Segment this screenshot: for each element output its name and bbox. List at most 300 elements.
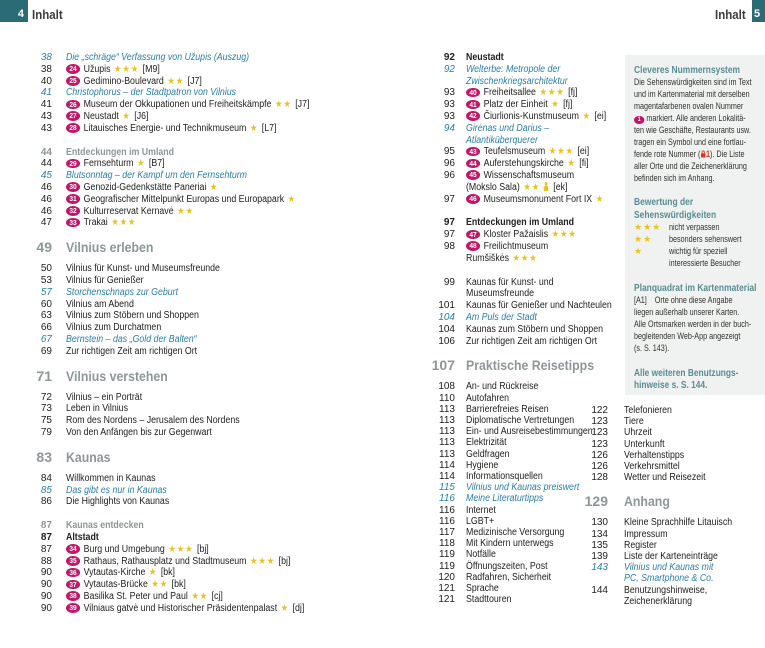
star-rating: ★★★ [250,555,276,567]
toc-entry-text: Barrierefreies Reisen [466,403,549,415]
map-grid-ref: [L7] [261,122,277,134]
toc-entry [20,567,382,579]
toc-entry-content [466,277,566,301]
toc-page-number: 121 [438,582,455,594]
toc-entry-text: Liste der Karteneinträge [624,551,718,563]
toc-page-number: 126 [591,449,608,461]
toc-entry-text: Rom des Nordens – Jerusalem des Nordens [66,415,240,427]
toc-page-number: 88 [40,555,52,567]
toc-page-number: 93 [443,99,455,111]
star-rating: ★ [595,193,605,205]
toc-entry-content [466,505,500,516]
toc-entry-content [466,324,622,336]
sight-number-badge: 48 [466,241,480,251]
toc-entry-text: Tiere [624,416,644,428]
toc-page-number: 90 [40,579,52,591]
sight-number-badge: 41 [466,100,480,110]
map-grid-ref: [J7] [187,75,202,87]
toc-page-number: 73 [40,403,52,415]
sight-number-badge: 38 [66,591,80,601]
toc-entry [578,529,765,540]
toc-page-number: 123 [591,438,608,450]
toc-entry-text: Zur richtigen Zeit am richtigen Ort [466,335,598,347]
toc-page-number: 120 [438,571,455,583]
chapter-title: Praktische Reisetipps [466,357,595,374]
toc-entry [20,579,382,591]
star-rating: ★★★ [114,63,140,75]
star-rating: ★★ [151,579,169,591]
sight-number-badge: 45 [466,170,480,180]
toc-page-number: 122 [591,405,608,416]
toc-entry-text: Museum der Okkupationen und Freiheitskämpfe [83,99,272,111]
toc-entry-text: Impressum [624,528,668,540]
sidebar-grid-line: begleitenden Web-App angezeigt [634,330,741,341]
map-grid-ref: [J6] [134,110,149,122]
toc-feature-entry [425,312,625,324]
toc-entry [20,299,382,311]
toc-page-number: 104 [438,311,455,323]
toc-page-number: 139 [591,551,608,563]
toc-entry-content [624,529,673,540]
toc-page-number: 44 [40,146,52,158]
toc-entry-content [466,111,625,123]
toc-entry [578,540,765,551]
toc-entry-content [66,485,181,497]
toc-entry-text: Stadttouren [466,594,512,606]
star-rating: ★ [209,181,219,193]
toc-page-number: 96 [443,169,455,181]
toc-entry-text: Freiheitsallee [483,87,536,99]
star-rating: ★★ [191,590,209,602]
toc-page-number: 96 [443,158,455,170]
toc-entry-content [66,567,190,579]
toc-entry-text: Vilnius am Abend [66,298,134,310]
toc-entry-content [624,461,687,472]
toc-entry [20,427,382,439]
toc-page-number: 104 [438,323,455,335]
toc-entry [425,217,625,229]
rating-legend-item [634,222,761,234]
toc-entry-text: Elektrizität [466,437,507,449]
map-grid-ref: [fj] [563,99,573,111]
toc-entry-text: Kulturreservat Kernavė [83,205,174,217]
toc-entry-content [466,194,623,206]
toc-page-number: 43 [40,122,52,134]
toc-entry-content [66,217,146,229]
toc-entry [20,392,382,404]
toc-page-number: 38 [40,63,52,75]
toc-page-number: 116 [439,515,455,527]
toc-entry-content [66,158,178,170]
toc-feature-entry [425,123,625,147]
toc-entry-text: Blutsonntag – der Kampf um den Fernsehturm [66,170,247,182]
toc-page-number: 123 [591,427,608,439]
toc-entry-content [66,287,193,299]
toc-chapter-heading [425,356,625,374]
toc-entry-content [66,427,232,439]
toc-page-number: 128 [591,472,608,484]
sight-number-badge: 30 [66,182,80,192]
toc-entry [20,111,382,123]
toc-feature-entry [20,287,382,299]
sidebar-rating-section [634,197,761,269]
toc-entry [425,324,625,336]
toc-entry-content [66,87,259,99]
toc-page-number: 121 [438,594,455,606]
toc-entry-text: Unterkunft [624,438,665,450]
sidebar-footer-line1: Alle weiteren Benutzungs- [634,367,739,379]
map-grid-ref: [M9] [142,63,160,75]
sight-number-badge: 46 [466,194,480,204]
toc-entry-text: Uhrzeit [624,427,652,439]
map-grid-ref: [B7] [148,158,165,170]
toc-entry-text: Sprache [466,582,499,594]
toc-entry-text: Ein- und Ausreisebestimmungen [466,426,593,438]
toc-entry-content [66,603,337,615]
toc-page-number: 46 [40,193,52,205]
toc-entry-text: Trakai [83,217,108,229]
rating-legend-item [634,234,761,246]
star-rating: ★ [582,110,591,122]
toc-entry [20,556,382,568]
toc-entry-content [66,579,202,591]
sight-number-badge: 35 [66,556,80,566]
toc-entry-text: Vytautas-Brücke [83,579,148,591]
toc-entry [20,532,382,544]
toc-page-number: 123 [591,416,608,428]
toc-entry-text: Verhaltenstipps [624,449,685,461]
toc-entry-content [466,482,595,493]
toc-entry-text: Christophorus – der Stadtpatron von Vilnius [66,87,237,99]
toc-entry [425,300,625,312]
toc-entry-text: Am Puls der Stadt [466,311,537,323]
map-grid-ref: [ei] [594,110,607,122]
toc-entry-text: Basilika St. Peter und Paul [83,590,188,602]
toc-page-number: 75 [40,415,52,427]
toc-entry [20,64,382,76]
toc-entry-text: Storchenschnaps zur Geburt [66,286,179,298]
toc-entry [20,496,382,508]
toc-entry-text: Burg und Umgebung [83,543,165,555]
chapter-page-number: 107 [431,357,455,374]
sidebar-grid-section [634,283,761,355]
toc-entry-content [66,275,154,287]
toc-entry-content [624,439,670,450]
map-grid-ref: [bj] [278,555,291,567]
toc-entry-content [66,403,136,415]
sight-number-badge: 28 [66,123,80,133]
toc-page-number: 119 [439,560,455,572]
toc-page-number: 92 [443,52,455,63]
sight-number-badge: 37 [66,580,80,590]
right-header-title: Inhalt [714,8,746,22]
toc-entry-content [66,194,327,206]
toc-group [425,52,625,205]
toc-entry [578,439,765,450]
toc-entry [425,146,625,158]
toc-entry-text: Von den Anfängen bis zur Gegenwart [66,426,212,438]
toc-entry [578,405,765,416]
toc-entry-content [66,392,153,404]
toc-entry-content [66,556,321,568]
toc-entry-text: Register [624,539,657,551]
toc-entry-content [466,493,554,504]
toc-page-number: 87 [40,531,52,543]
toc-page-number: 69 [40,345,52,357]
toc-entry-content [624,472,717,483]
sight-number-badge: 34 [66,544,80,554]
sight-number-badge: 25 [66,76,80,86]
toc-page-number: 143 [591,562,608,574]
toc-entry-text: Litauisches Energie- und Technikmuseum [83,122,247,134]
rating-legend-text: wichtig für speziell interessierte Besucher [669,245,741,268]
toc-page-number: 45 [40,170,52,182]
toc-entry-content [466,300,625,312]
toc-entry [578,427,765,438]
sidebar-text: fende rote Nummer ( [634,148,701,159]
sidebar-grid-text [634,295,761,355]
toc-entry-text: Zur richtigen Zeit am richtigen Ort [66,345,198,357]
toc-entry-text: Notfälle [466,549,496,561]
toc-entry-content [66,544,228,556]
toc-entry [20,263,382,275]
toc-column-left [20,52,382,614]
toc-entry [425,381,625,392]
toc-entry-text: Telefonieren [624,405,672,416]
toc-entry-content [66,496,183,508]
sight-number-badge: 32 [66,206,80,216]
chapter-title: Vilnius verstehen [66,367,168,384]
toc-entry-content [624,427,656,438]
toc-entry [20,182,382,194]
sidebar-numbering-text [634,77,761,184]
toc-entry-text: Zeichenerklärung [624,595,692,607]
toc-entry-text: Platz der Einheit [483,99,548,111]
toc-entry-content [66,346,215,358]
toc-page-number: 47 [40,217,52,229]
toc-page-number: 92 [443,63,455,75]
sight-number-badge: 26 [66,100,80,110]
sidebar-numbering-title: Cleveres Nummernsystem [634,65,741,76]
sight-number-badge: 1 [634,116,644,125]
toc-entry-text: Entdeckungen im Umland [66,146,175,158]
map-grid-ref: [bj] [196,543,209,555]
sight-number-badge: 39 [66,603,80,613]
toc-entry-text: Fernsehturm [83,158,134,170]
toc-page-number: 60 [40,298,52,310]
sight-number-badge: 24 [66,64,80,74]
toc-entry-content [466,87,593,99]
sidebar-text: aller Orte und die Zeichenerklärung [634,160,747,171]
toc-page-number: 44 [40,158,52,170]
toc-page-number: 116 [439,493,455,505]
toc-entry [578,461,765,472]
toc-entry [425,393,625,404]
chapter-page-number: 71 [36,367,52,384]
toc-page-number: 46 [40,205,52,217]
toc-entry-text: Vilnius und Kaunas mit [624,562,714,574]
toc-page-number: 110 [439,392,455,404]
toc-page-number: 93 [443,110,455,122]
toc-entry-content [466,393,515,404]
toc-entry [425,99,625,111]
toc-page-number: 98 [443,240,455,252]
map-grid-ref: [fi] [579,158,589,170]
toc-entry-text: Kleine Sprachhilfe Litauisch [624,517,733,529]
toc-page-number: 46 [40,181,52,193]
map-grid-ref: [dj] [292,602,305,614]
toc-entry-content [66,52,274,64]
toc-entry-text: Geldfragen [466,448,510,460]
toc-page-number: 113 [439,437,455,449]
toc-page-number: 63 [40,310,52,322]
star-rating: ★ [137,158,146,170]
star-rating: ★ [148,567,158,579]
toc-entry-text: Vilnius für Genießer [66,274,144,286]
toc-entry [425,229,625,241]
toc-entry-text: Užupis [83,63,111,75]
toc-page-number: 87 [40,543,52,555]
star-rating: ★★★ [539,87,565,99]
toc-entry [578,585,765,607]
map-grid-ref: [ei] [577,146,590,158]
toc-entry-text: Medizinische Versorgung [466,526,565,538]
toc-entry [20,275,382,287]
toc-page-number: 106 [438,335,455,347]
toc-entry-text: Rumšiškės [466,252,510,264]
star-rating: ★ [634,245,644,256]
rating-legend-text: besonders sehenswert [669,233,742,244]
map-grid-ref: [fj] [568,87,578,99]
chapter-page-number: 49 [36,239,52,256]
toc-entry [20,603,382,615]
toc-entry-text: Girėnas und Darius – [466,122,550,134]
star-rating: ★★★ [111,217,137,229]
toc-entry-content [624,405,678,416]
toc-page-number: 119 [439,549,455,561]
toc-entry-content [466,561,559,572]
sight-number-badge: 42 [466,111,480,121]
toc-entry-content [466,170,589,194]
toc-entry-content [624,540,661,551]
toc-page-number: 134 [591,528,608,540]
toc-entry [578,551,765,562]
toc-column-right [578,405,765,607]
sight-number-badge: 33 [66,218,80,228]
toc-entry-content [66,182,239,194]
sidebar-grid-line: liegen außerhalb unserer Karten. [634,306,740,317]
star-rating: ★★ [274,99,292,111]
toc-entry [425,194,625,206]
right-page-number: 5 [754,8,761,20]
toc-entry-content [466,437,512,448]
toc-page-number: 43 [40,110,52,122]
toc-entry-text: Das gibt es nur in Kaunas [66,484,167,496]
toc-entry-content [466,217,589,229]
toc-entry-content [66,334,214,346]
toc-page-number: 84 [40,472,52,484]
toc-entry-text: Autofahren [466,392,510,404]
toc-entry-content [466,449,515,460]
toc-group [20,52,382,135]
toc-entry-content [466,404,560,415]
toc-entry-text: Geografischer Mittelpunkt Europas und Europapark [83,193,285,205]
toc-entry-text: Mit Kindern unterwegs [466,538,554,550]
toc-entry [20,415,382,427]
toc-feature-entry [20,52,382,64]
toc-page-number: 95 [443,146,455,158]
sight-number-badge: 31 [66,194,80,204]
toc-page-number: 41 [40,87,52,99]
toc-page-number: 99 [443,276,455,288]
toc-entry-content [466,415,589,426]
toc-entry [20,591,382,603]
star-rating: ★★ [177,205,194,217]
map-grid-ref: [J7] [295,99,310,111]
toc-page-number: 79 [40,426,52,438]
toc-page-number: 90 [40,567,52,579]
toc-page-number: 67 [40,333,52,345]
sidebar-grid-line: [A1] Orte ohne diese Angabe [634,294,733,305]
toc-entry-content [66,263,241,275]
toc-entry [20,403,382,415]
sight-number-badge: 27 [66,111,80,121]
sidebar-grid-line: Alle Ortsmarken werden in der buch- [634,318,752,329]
toc-entry-content [66,170,272,182]
toc-page-number: 97 [443,193,455,205]
toc-page-number: 113 [439,426,455,438]
toc-entry [425,336,625,348]
toc-entry-content [66,473,168,485]
toc-feature-entry [20,485,382,497]
star-rating: ★★★ [168,543,194,555]
toc-page-number: 85 [40,484,52,496]
toc-entry-content [66,147,189,159]
toc-entry-content [66,64,173,76]
star-rating: ★★★ [512,252,538,264]
toc-page-number: 94 [443,122,455,134]
toc-entry [425,111,625,123]
toc-entry-text: Kaunas entdecken [66,520,144,532]
toc-entry-text: Vilniaus gatvė und Historischer Präsidentenpalast [83,602,278,614]
toc-page-number: 115 [439,482,455,494]
toc-entry-text: Neustadt [466,52,504,63]
sidebar-text: und im Kartenmaterial mit derselben [634,89,750,100]
toc-entry [20,194,382,206]
toc-entry-text: (Mokslo Sala) [466,181,520,193]
toc-page-number: 90 [40,602,52,614]
toc-entry-text: Vilnius für Kunst- und Museumsfreunde [66,263,220,275]
toc-entry [425,241,625,265]
toc-entry-content [466,471,553,482]
toc-entry-content [466,381,548,392]
toc-group [20,263,382,357]
map-grid-ref: [ek] [553,181,568,193]
star-rating: ★ [287,193,297,205]
toc-page-number: 117 [439,526,455,538]
toc-feature-entry [425,64,625,88]
left-page-number-box [0,0,28,22]
toc-entry-text: Informationsquellen [466,470,543,482]
chapter-page-number: 83 [36,448,52,465]
toc-entry-content [624,450,692,461]
toc-entry-text: Leben in Vilnius [66,403,128,415]
toc-entry-content [466,538,566,549]
map-grid-ref: [bk] [171,579,186,591]
toc-entry-text: Vilnius und Kaunas preiswert [466,482,580,494]
rating-legend-text: nicht verpassen [669,222,720,233]
sidebar-text: befinden sich im Anhang. [634,172,715,183]
